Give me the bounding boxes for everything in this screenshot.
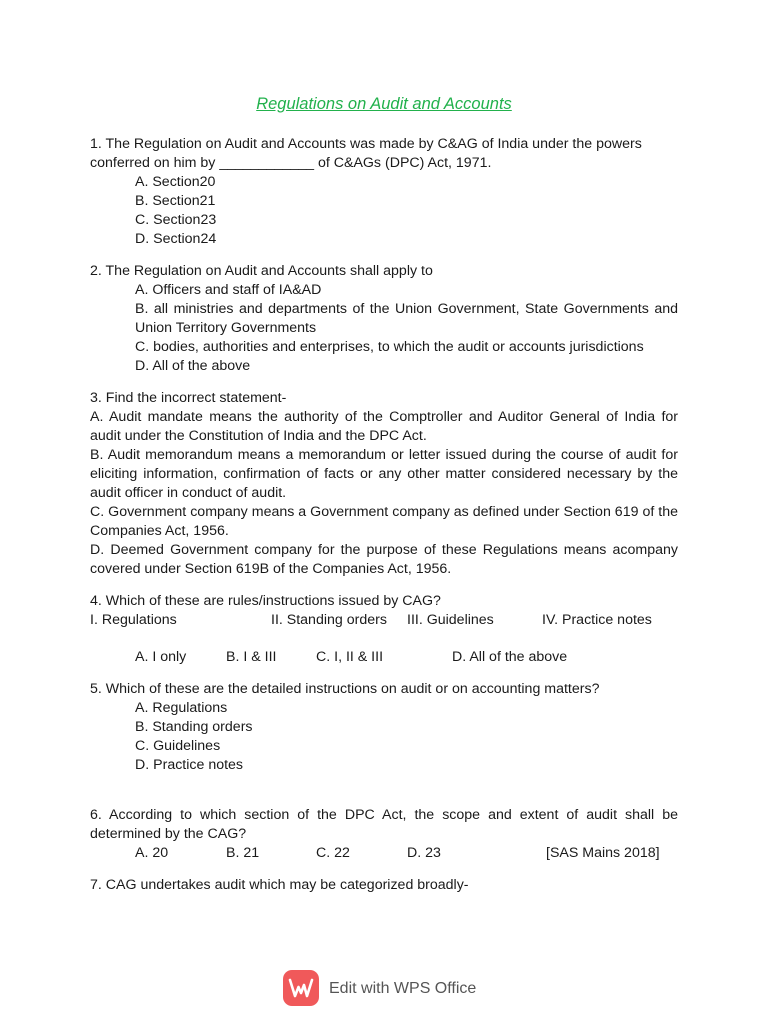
option: D. 23 (407, 845, 441, 861)
edit-with-wps-button[interactable] (283, 970, 476, 1006)
option: D. All of the above (135, 358, 251, 374)
question-6-text: 6. According to which section of the DPC Act, the scope and extent of audit shall be determined by the CAG? (90, 807, 678, 842)
page-title: Regulations on Audit and Accounts (256, 95, 512, 113)
option: B. I & III (226, 649, 277, 665)
question-1-text-line2: conferred on him by ____________ of C&AGs (DPC) Act, 1971. (90, 155, 492, 171)
option: A. Regulations (135, 700, 228, 716)
option: C. bodies, authorities and enterprises, to which the audit or accounts jurisdictions (135, 339, 644, 355)
question-5-options (135, 699, 678, 775)
question-5-text: 5. Which of these are the detailed instructions on audit or on accounting matters? (90, 681, 600, 697)
question-1-text-line1: 1. The Regulation on Audit and Accounts was made by C&AG of India under the powers (90, 136, 642, 152)
statement: D. Deemed Government company for the purpose of these Regulations means acompany covered under Section 619B of the Companies Act, 1956. (90, 542, 678, 577)
option: A. Officers and staff of IA&AD (135, 282, 322, 298)
question-6 (90, 806, 678, 863)
question-1 (90, 135, 678, 249)
item: IV. Practice notes (542, 612, 652, 628)
question-3-text: 3. Find the incorrect statement- (90, 390, 287, 406)
option: C. I, II & III (316, 649, 384, 665)
question-4-options (90, 648, 678, 667)
option: A. 20 (135, 845, 169, 861)
wps-label: Edit with WPS Office (329, 979, 477, 997)
wps-logo-icon (283, 970, 319, 1006)
option: D. Practice notes (135, 757, 244, 773)
question-4-items (90, 611, 678, 630)
statement: C. Government company means a Government company as defined under Section 619 of the Companies Act, 1956. (90, 504, 678, 539)
option: B. 21 (226, 845, 260, 861)
question-7-text: 7. CAG undertakes audit which may be categorized broadly- (90, 877, 469, 893)
question-3 (90, 389, 678, 579)
statement: B. Audit memorandum means a memorandum or letter issued during the course of audit for eliciting information, confirmation of facts or any other matter considered necessary by the audit officer in conduct of audit. (90, 447, 678, 501)
question-list (90, 135, 678, 908)
item: III. Guidelines (407, 612, 494, 628)
question-7 (90, 876, 678, 895)
question-4-text: 4. Which of these are rules/instructions issued by CAG? (90, 593, 441, 609)
item: II. Standing orders (271, 612, 387, 628)
question-2-options (135, 281, 678, 376)
question-5 (90, 680, 678, 793)
item: I. Regulations (90, 612, 177, 628)
option: A. Section20 (135, 174, 216, 190)
option: D. All of the above (452, 649, 568, 665)
option: C. Section23 (135, 212, 217, 228)
question-2 (90, 262, 678, 376)
option: B. all ministries and departments of the Union Government, State Governments and Union Territory Governments (135, 301, 678, 336)
source-tag: [SAS Mains 2018] (546, 845, 660, 861)
question-6-options (90, 844, 678, 863)
option: C. Guidelines (135, 738, 221, 754)
question-2-text: 2. The Regulation on Audit and Accounts shall apply to (90, 263, 433, 279)
question-1-options (135, 173, 678, 249)
option: C. 22 (316, 845, 350, 861)
option: B. Section21 (135, 193, 216, 209)
option: B. Standing orders (135, 719, 253, 735)
option: A. I only (135, 649, 187, 665)
statement: A. Audit mandate means the authority of the Comptroller and Auditor General of India for audit under the Constitution of India and the DPC Act. (90, 409, 678, 444)
option: D. Section24 (135, 231, 217, 247)
question-4 (90, 592, 678, 667)
